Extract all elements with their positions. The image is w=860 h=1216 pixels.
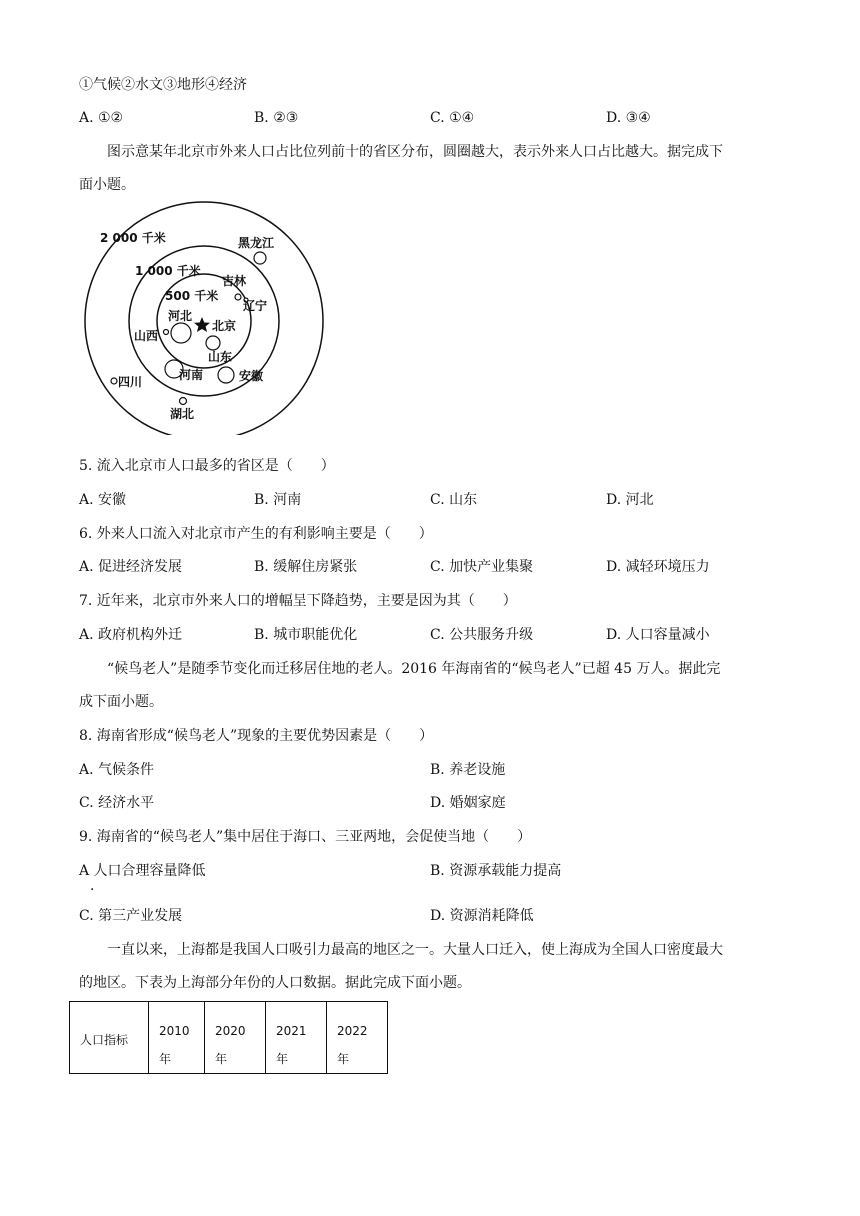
- question-6: 6. 外来人口流入对北京市产生的有利影响主要是（ ）: [79, 526, 433, 542]
- question-8: 8. 海南省形成“候鸟老人”现象的主要优势因素是（ ）: [79, 728, 434, 744]
- circle-heilongjiang: [254, 252, 266, 264]
- q8-option-b[interactable]: B. 养老设施: [430, 762, 506, 778]
- label-liaoning: 辽宁: [243, 299, 268, 313]
- circle-anhui: [218, 367, 234, 383]
- year-value: 2022: [337, 1024, 368, 1038]
- question-9: 9. 海南省的“候鸟老人”集中居住于海口、三亚两地，会促使当地（ ）: [79, 829, 532, 845]
- label-anhui: 安徽: [239, 369, 264, 383]
- q6-option-d[interactable]: D. 减轻环境压力: [606, 559, 710, 575]
- q5-option-b[interactable]: B. 河南: [254, 492, 302, 508]
- ring-label-500: 500 千米: [165, 289, 219, 303]
- year-suffix: 年: [337, 1052, 350, 1066]
- label-sichuan: 四川: [118, 375, 143, 389]
- option-b[interactable]: B. ②③: [254, 110, 299, 126]
- header-label: 人口指标: [80, 1033, 129, 1047]
- year-suffix: 年: [276, 1052, 289, 1066]
- q7-option-c[interactable]: C. 公共服务升级: [430, 627, 534, 643]
- ring-label-1000: 1 000 千米: [135, 264, 201, 278]
- q5-option-a[interactable]: A. 安徽: [79, 492, 127, 508]
- circle-jilin: [235, 294, 241, 300]
- label-beijing: 北京: [212, 319, 237, 333]
- intro-line: 成下面小题。: [79, 694, 163, 710]
- q7-option-a[interactable]: A. 政府机构外迁: [79, 627, 183, 643]
- circle-shanxi: [164, 330, 169, 335]
- question-7: 7. 近年来，北京市外来人口的增幅呈下降趋势，主要是因为其（ ）: [79, 593, 517, 609]
- option-a[interactable]: A. ①②: [79, 110, 124, 126]
- circle-sichuan: [111, 378, 117, 384]
- circle-hebei: [171, 323, 191, 343]
- ring-label-2000: 2 000 千米: [100, 231, 166, 245]
- circle-shandong: [206, 336, 220, 350]
- q9-option-d[interactable]: D. 资源消耗降低: [430, 908, 534, 924]
- q6-option-b[interactable]: B. 缓解住房紧张: [254, 559, 358, 575]
- q8-option-d[interactable]: D. 婚姻家庭: [430, 795, 506, 811]
- table-year-cell: [327, 1002, 388, 1074]
- table-year-cell: [266, 1002, 327, 1074]
- q9-option-c[interactable]: C. 第三产业发展: [79, 908, 183, 924]
- q5-option-c[interactable]: C. 山东: [430, 492, 478, 508]
- q9-option-b[interactable]: B. 资源承载能力提高: [430, 863, 562, 879]
- option-c[interactable]: C. ①④: [430, 110, 475, 126]
- population-map: [80, 200, 330, 435]
- year-value: 2010: [159, 1024, 190, 1038]
- q7-option-d[interactable]: D. 人口容量减小: [606, 627, 710, 643]
- table-year-cell: [149, 1002, 205, 1074]
- year-value: 2020: [215, 1024, 246, 1038]
- table-header-cell: [70, 1002, 149, 1074]
- label-hebei: 河北: [168, 309, 193, 323]
- year-value: 2021: [276, 1024, 307, 1038]
- q5-option-d[interactable]: D. 河北: [606, 492, 654, 508]
- q6-option-a[interactable]: A. 促进经济发展: [79, 559, 183, 575]
- q8-option-a[interactable]: A. 气候条件: [79, 762, 155, 778]
- table-year-cell: [205, 1002, 266, 1074]
- q6-option-c[interactable]: C. 加快产业集聚: [430, 559, 534, 575]
- label-hubei: 湖北: [170, 407, 195, 421]
- q9-option-a[interactable]: A 人口合理容量降低: [79, 863, 206, 879]
- label-shanxi: 山西: [134, 329, 159, 343]
- population-table: [69, 1001, 388, 1074]
- table-row: [70, 1002, 388, 1074]
- intro-line: 的地区。下表为上海部分年份的人口数据。据此完成下面小题。: [79, 975, 471, 991]
- q7-option-b[interactable]: B. 城市职能优化: [254, 627, 358, 643]
- label-heilongjiang: 黑龙江: [238, 236, 275, 250]
- stray-dot: ·: [90, 882, 95, 898]
- intro-line: “候鸟老人”是随季节变化而迁移居住地的老人。2016 年海南省的“候鸟老人”已超 45 万人。据此完: [107, 661, 721, 677]
- label-shandong: 山东: [208, 350, 233, 364]
- intro-line: 面小题。: [79, 177, 135, 193]
- intro-line: 图示意某年北京市外来人口占比位列前十的省区分布，圆圈越大，表示外来人口占比越大。据完成下: [107, 144, 723, 160]
- year-suffix: 年: [215, 1052, 228, 1066]
- circle-hubei: [180, 398, 187, 405]
- q8-option-c[interactable]: C. 经济水平: [79, 795, 155, 811]
- label-jilin: 吉林: [222, 274, 247, 288]
- factor-list: ①气候②水文③地形④经济: [79, 77, 247, 93]
- question-5: 5. 流入北京市人口最多的省区是（ ）: [79, 458, 335, 474]
- option-d[interactable]: D. ③④: [606, 110, 651, 126]
- year-suffix: 年: [159, 1052, 172, 1066]
- beijing-star-icon: [194, 317, 210, 332]
- intro-line: 一直以来，上海都是我国人口吸引力最高的地区之一。大量人口迁入，使上海成为全国人口密度最大: [107, 942, 723, 958]
- label-henan: 河南: [179, 368, 204, 382]
